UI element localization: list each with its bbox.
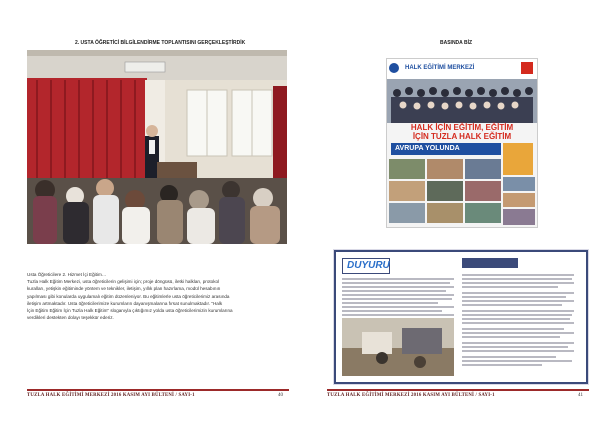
footer-rule bbox=[327, 389, 589, 391]
page-heading: 2. USTA ÖĞRETİCİ BİLGİLENDİRME TOPLANTISINI GERÇEKLEŞTİRDİK bbox=[75, 40, 246, 46]
newspaper-clipping bbox=[386, 58, 538, 228]
newspaper-subheadline: AVRUPA YOLUNDA bbox=[395, 145, 460, 152]
right-column-header bbox=[462, 258, 518, 268]
subheadline-banner bbox=[391, 143, 501, 155]
body-line: verdikleri destekten dolayı teşekkür ederiz. bbox=[27, 315, 114, 321]
right-page bbox=[300, 0, 600, 424]
footer-title: TUZLA HALK EĞİTİMİ MERKEZİ 2016 KASIM AYI BÜLTENİ / SAYI-1 bbox=[27, 393, 195, 398]
announcement-clipping bbox=[334, 250, 588, 384]
announcement-title: DUYURU bbox=[347, 260, 390, 271]
body-line: İçin Eğitim Eğitim İçin Tuzla Halk Eğitim" sloganıyla çıktığımız yolda usta öğreticilerimizin kurumlarına bbox=[27, 308, 233, 314]
page-number: 41 bbox=[578, 393, 583, 398]
body-line: Usta Öğreticilere 2. Hizmet İçi Eğitim… bbox=[27, 272, 107, 277]
logo-icon bbox=[389, 63, 399, 73]
body-line: kuralları, yetişkin eğitiminde yöntem ve teknikler, iletişim, yıllık plan hazırlama, modül hesabının bbox=[27, 286, 221, 292]
meeting-photo bbox=[27, 50, 287, 244]
headline-line-2: İÇİN TUZLA HALK EĞİTİM bbox=[412, 132, 512, 141]
group-photo bbox=[387, 79, 537, 123]
footer-title: TUZLA HALK EĞİTİMİ MERKEZİ 2016 KASIM AYI BÜLTENİ / SAYI-1 bbox=[327, 393, 495, 398]
press-heading: BASINDA BİZ bbox=[440, 40, 473, 46]
headline-line-1: HALK İÇİN EĞİTİM, EĞİTİM bbox=[410, 123, 514, 132]
badge-icon bbox=[521, 62, 533, 74]
newspaper-masthead-bar bbox=[387, 59, 537, 79]
photo-collage bbox=[389, 159, 501, 225]
newspaper-masthead: HALK EĞİTİMİ MERKEZİ bbox=[405, 65, 475, 71]
body-line: iletişim artmaktadır. Usta öğreticilerimize kurumların dayanışmalarına fırsat sunulmaktadır. "Halk bbox=[27, 300, 223, 306]
sidebar-box bbox=[503, 143, 533, 175]
body-line: yapılması gibi konularda uygulamalı eğitim düzenleniyor. Bu eğitimlerle usta öğreticilerimiz arasında bbox=[27, 293, 230, 299]
announcement-photo bbox=[342, 318, 454, 376]
article-body bbox=[27, 271, 297, 321]
newspaper-headline bbox=[391, 123, 533, 141]
body-line: Tuzla Halk Eğitim Merkezi, usta öğreticilerin gelişimi için; proje döngüsü, iletki halkları, protokol bbox=[27, 279, 220, 285]
footer-rule bbox=[27, 389, 289, 391]
page-number: 40 bbox=[278, 393, 283, 398]
column-photos bbox=[503, 177, 535, 225]
announcement-title-box bbox=[342, 258, 390, 274]
